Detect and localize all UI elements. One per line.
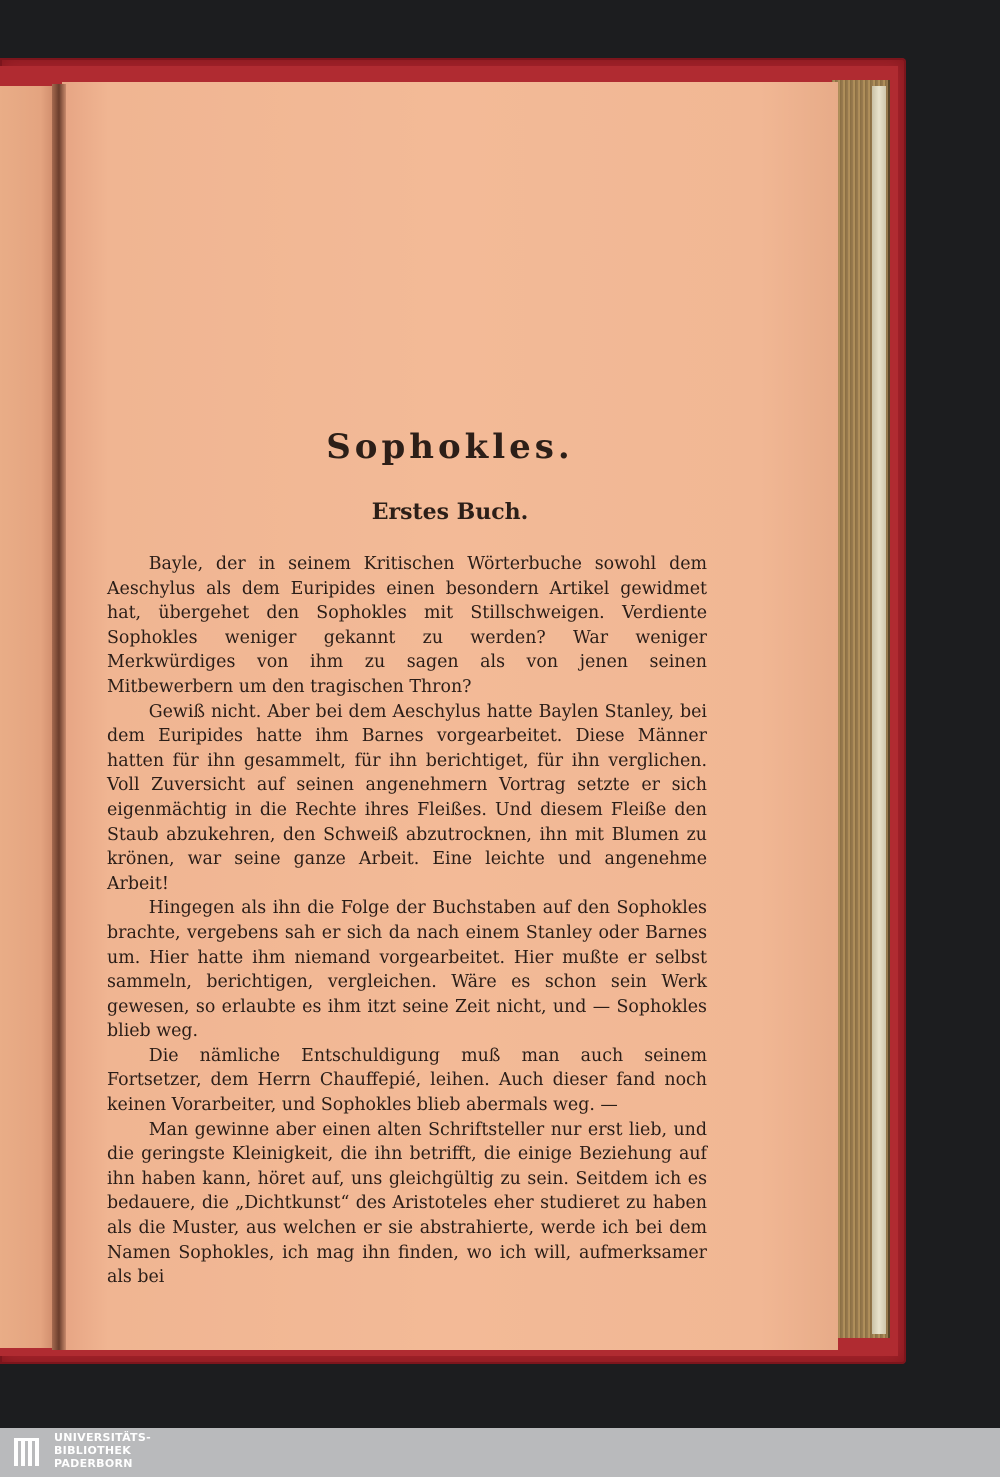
library-name [54, 1431, 151, 1470]
paragraph: Man gewinne aber einen alten Schriftsteller nur erst lieb, und die geringste Kleinigkeit, die ihn betrifft, die einige Beziehung auf ihn haben kann, höret auf, uns gleichgültig zu sein. Seitdem ich es bedauere, die „Dichtkunst“ des Aristoteles eher studieret zu haben als die Muster, aus welchen er sie abstrahierte, werde ich bei dem Namen Sophokles, ich mag ihn finden, wo ich will, aufmerksamer als bei [107, 1119, 707, 1288]
left-facing-page [0, 86, 58, 1348]
paragraph: Bayle, der in seinem Kritischen Wörterbuche sowohl dem Aeschylus als dem Euripides einen besondern Artikel gewidmet hat, übergehet den Sophokles mit Stillschweigen. Verdiente Sophokles weniger gekannt zu werden? War weniger Merkwürdiges von ihm zu sagen als von jenen seinen Mitbewerbern um den tragischen Thron? [107, 554, 707, 697]
body-text [107, 552, 707, 1290]
page-edges-highlight [872, 86, 886, 1334]
paragraph: Hingegen als ihn die Folge der Buchstaben auf den Sophokles brachte, vergebens sah er sich da nach einem Stanley oder Barnes um. Hier hatte ihm niemand vorgearbeitet. Hier mußte er selbst sammeln, berichtigen, vergleichen. Wäre es schon sein Werk gewesen, so erlaubte es ihm itzt seine Zeit nicht, und — Sophokles blieb weg. [107, 898, 707, 1042]
paragraph: Gewiß nicht. Aber bei dem Aeschylus hatte Baylen Stanley, bei dem Euripides hatte ihm Barnes vorgearbeitet. Diese Männer hatten für ihn gesammelt, für ihn berichtiget, für ihn verglichen. Voll Zuversicht auf seinen angenehmern Vortrag setzte er sich eigenmächtig in die Rechte ihres Fleißes. Und diesem Fleiße den Staub abzukehren, den Schweiß abzutrocknen, ihn mit Blumen zu krönen, war seine ganze Arbeit. Eine leichte und angenehme Arbeit! [107, 701, 707, 894]
chapter-title: Sophokles. [326, 427, 574, 467]
chapter-subtitle: Erstes Buch. [371, 499, 529, 525]
library-footer [0, 1428, 1000, 1477]
library-name-line: PADERBORN [54, 1457, 133, 1470]
book-page [62, 82, 838, 1350]
paragraph: Die nämliche Entschuldigung muß man auch seinem Fortsetzer, dem Herrn Chauffepié, leihen. Auch dieser fand noch keinen Vorarbeiter, und Sophokles blieb abermals weg. — [107, 1045, 707, 1116]
university-library-logo-icon [12, 1435, 46, 1469]
library-name-line: UNIVERSITÄTS- [54, 1431, 151, 1444]
library-name-line: BIBLIOTHEK [54, 1444, 132, 1457]
book-gutter [52, 84, 66, 1350]
